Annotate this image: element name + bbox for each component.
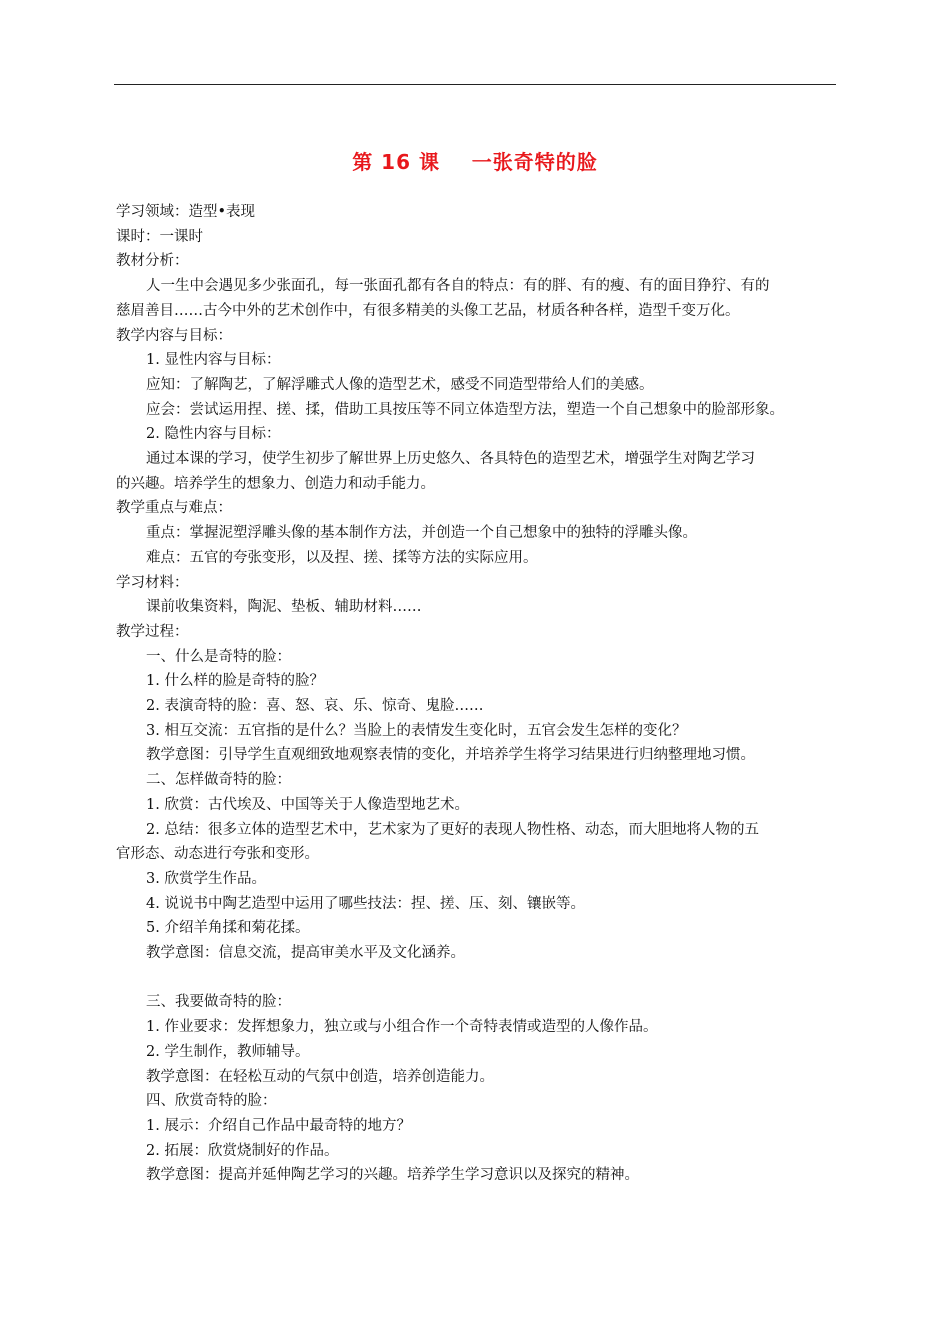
text-line: 2. 拓展：欣赏烧制好的作品。 — [146, 1142, 339, 1159]
text-line: 教学意图：提高并延伸陶艺学习的兴趣。培养学生学习意识以及探究的精神。 — [146, 1167, 639, 1184]
text-line: 的兴趣。培养学生的想象力、创造力和动手能力。 — [116, 475, 435, 492]
text-line: 1. 欣赏：古代埃及、中国等关于人像造型地艺术。 — [146, 796, 469, 813]
header-rule — [114, 84, 836, 85]
text-line: 课时：一课时 — [116, 228, 203, 245]
text-line: 1. 显性内容与目标： — [146, 352, 281, 369]
text-line: 教学内容与目标： — [116, 327, 232, 344]
text-line: 应知：了解陶艺，了解浮雕式人像的造型艺术，感受不同造型带给人们的美感。 — [146, 376, 654, 393]
text-line: 应会：尝试运用捏、搓、揉，借助工具按压等不同立体造型方法，塑造一个自己想象中的脸部形象。 — [146, 401, 784, 418]
text-line: 1. 作业要求：发挥想象力，独立或与小组合作一个奇特表情或造型的人像作品。 — [146, 1019, 658, 1036]
text-line: 学习领域：造型•表现 — [116, 204, 256, 220]
text-line: 2. 表演奇特的脸：喜、怒、哀、乐、惊奇、鬼脸…… — [146, 698, 484, 715]
blank-line — [116, 966, 842, 991]
text-line: 四、欣赏奇特的脸： — [146, 1093, 277, 1110]
text-line: 4. 说说书中陶艺造型中运用了哪些技法：捏、搓、压、刻、镶嵌等。 — [146, 895, 585, 912]
text-line: 2. 总结：很多立体的造型艺术中，艺术家为了更好的表现人物性格、动态，而大胆地将人物的五 — [146, 821, 759, 838]
text-line: 1. 展示：介绍自己作品中最奇特的地方？ — [146, 1118, 411, 1134]
page-title: 第 16 课 一张奇特的脸 — [352, 150, 598, 174]
text-line: 1. 什么样的脸是奇特的脸？ — [146, 673, 324, 690]
text-line: 教学意图：信息交流，提高审美水平及文化涵养。 — [146, 945, 465, 962]
text-line: 教学过程： — [116, 623, 189, 640]
text-line: 学习材料： — [116, 574, 189, 591]
text-line: 2. 学生制作，教师辅导。 — [146, 1043, 310, 1060]
text-line: 难点：五官的夸张变形，以及捏、搓、揉等方法的实际应用。 — [146, 549, 538, 566]
text-line: 课前收集资料，陶泥、垫板、辅助材料…… — [146, 599, 422, 616]
text-line: 5. 介绍羊角揉和菊花揉。 — [146, 920, 310, 937]
text-line: 人一生中会遇见多少张面孔，每一张面孔都有各自的特点：有的胖、有的瘦、有的面目狰狞、有的 — [146, 278, 770, 295]
text-line: 一、什么是奇特的脸： — [146, 648, 291, 665]
text-line: 3. 相互交流：五官指的是什么？当脸上的表情发生变化时，五官会发生怎样的变化？ — [146, 722, 687, 739]
text-line: 教学意图：在轻松互动的气氛中创造，培养创造能力。 — [146, 1068, 494, 1085]
text-line: 3. 欣赏学生作品。 — [146, 870, 266, 887]
text-line: 教材分析： — [116, 253, 189, 270]
text-line: 重点：掌握泥塑浮雕头像的基本制作方法，并创造一个自己想象中的独特的浮雕头像。 — [146, 525, 697, 542]
text-line: 三、我要做奇特的脸： — [146, 994, 291, 1011]
text-line: 2. 隐性内容与目标： — [146, 426, 281, 443]
text-line: 教学意图：引导学生直观细致地观察表情的变化，并培养学生将学习结果进行归纳整理地习惯。 — [146, 747, 755, 764]
text-line: 通过本课的学习，使学生初步了解世界上历史悠久、各具特色的造型艺术，增强学生对陶艺学习 — [146, 451, 755, 468]
text-line: 二、怎样做奇特的脸： — [146, 772, 291, 789]
text-line: 慈眉善目……古今中外的艺术创作中，有很多精美的头像工艺品，材质各种各样，造型千变万化。 — [116, 302, 740, 319]
lesson-body — [116, 200, 842, 1188]
text-line: 官形态、动态进行夸张和变形。 — [116, 846, 319, 863]
text-line: 教学重点与难点： — [116, 500, 232, 517]
